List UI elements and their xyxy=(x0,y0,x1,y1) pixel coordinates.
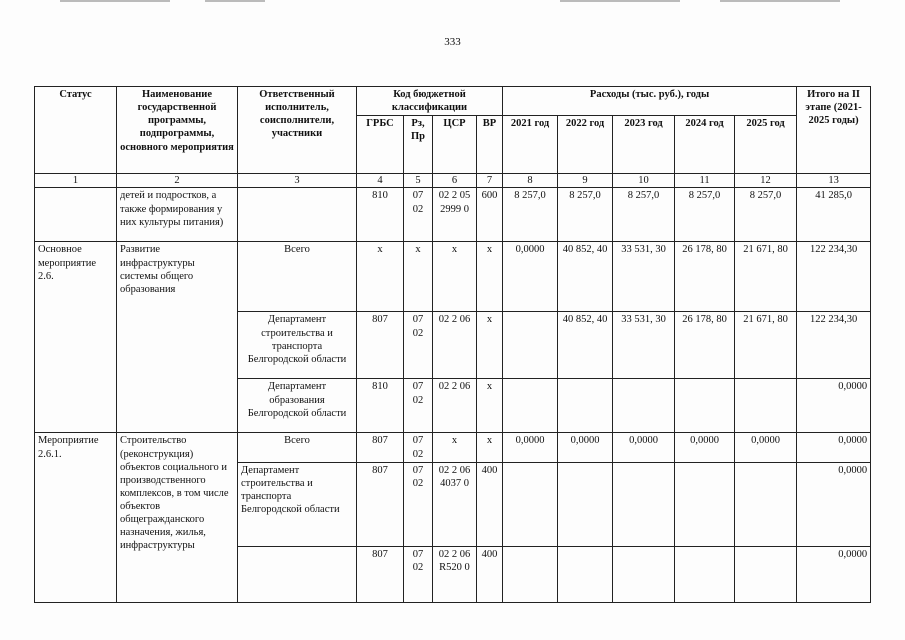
cell-2021 xyxy=(503,462,558,546)
col-num: 1 xyxy=(35,174,117,188)
cell-2025 xyxy=(735,379,797,433)
cell-2022 xyxy=(558,379,613,433)
cell-vr: 400 xyxy=(477,546,503,602)
header-2022: 2022 год xyxy=(558,116,613,174)
cell-csr: 02 2 06 xyxy=(433,379,477,433)
cell-responsible: Департамент строительства и транспорта Белгородской области xyxy=(238,312,357,379)
cell-csr: х xyxy=(433,242,477,312)
table-row xyxy=(35,188,871,242)
cell-2024: 26 178, 80 xyxy=(675,312,735,379)
header-2025: 2025 год xyxy=(735,116,797,174)
cell-csr: х xyxy=(433,433,477,462)
cell-status: Основное мероприятие 2.6. xyxy=(35,242,117,433)
cell-name: Строительство (реконструкция) объектов социального и производственного комплексов, в том числе объектов общегражданского назначения, жилья, инфраструктуры xyxy=(117,433,238,602)
cell-vr: х xyxy=(477,379,503,433)
header-responsible: Ответственный исполнитель, соисполнители, участники xyxy=(238,87,357,174)
cell-2021 xyxy=(503,379,558,433)
cell-2025: 21 671, 80 xyxy=(735,312,797,379)
col-num: 7 xyxy=(477,174,503,188)
cell-2023 xyxy=(613,546,675,602)
cell-2022 xyxy=(558,546,613,602)
cell-total: 41 285,0 xyxy=(797,188,871,242)
cell-rzpr: 07 02 xyxy=(404,379,433,433)
cell-csr: 02 2 06 4037 0 xyxy=(433,462,477,546)
cell-2023: 0,0000 xyxy=(613,433,675,462)
scan-edge-mark xyxy=(560,0,680,2)
header-name: Наименование государственной программы, подпрограммы, основного мероприятия xyxy=(117,87,238,174)
budget-table xyxy=(34,86,871,603)
cell-rzpr: 07 02 xyxy=(404,312,433,379)
cell-2022 xyxy=(558,462,613,546)
col-num: 6 xyxy=(433,174,477,188)
header-2021: 2021 год xyxy=(503,116,558,174)
cell-2024: 26 178, 80 xyxy=(675,242,735,312)
cell-grbs: 807 xyxy=(357,433,404,462)
page-number: 333 xyxy=(444,36,461,48)
header-2024: 2024 год xyxy=(675,116,735,174)
cell-responsible: Департамент строительства и транспорта Белгородской области xyxy=(238,462,357,546)
cell-2023 xyxy=(613,379,675,433)
cell-responsible: Всего xyxy=(238,433,357,462)
table-row xyxy=(35,242,871,312)
cell-rzpr: 07 02 xyxy=(404,433,433,462)
cell-status: Мероприятие 2.6.1. xyxy=(35,433,117,602)
cell-grbs: 807 xyxy=(357,312,404,379)
header-budget-code: Код бюджетной классификации xyxy=(357,87,503,116)
cell-2023: 33 531, 30 xyxy=(613,242,675,312)
cell-total: 122 234,30 xyxy=(797,312,871,379)
col-num: 11 xyxy=(675,174,735,188)
col-num: 3 xyxy=(238,174,357,188)
cell-2021 xyxy=(503,546,558,602)
cell-csr: 02 2 06 xyxy=(433,312,477,379)
cell-vr: 400 xyxy=(477,462,503,546)
cell-name: детей и подростков, а также формирования у них культуры питания) xyxy=(117,188,238,242)
cell-responsible: Департамент образования Белгородской области xyxy=(238,379,357,433)
cell-csr: 02 2 05 2999 0 xyxy=(433,188,477,242)
cell-rzpr: х xyxy=(404,242,433,312)
cell-grbs: 807 xyxy=(357,462,404,546)
col-num: 12 xyxy=(735,174,797,188)
cell-2025 xyxy=(735,462,797,546)
header-rzpr: Рз, Пр xyxy=(404,116,433,174)
cell-vr: х xyxy=(477,242,503,312)
cell-2025 xyxy=(735,546,797,602)
cell-2025: 0,0000 xyxy=(735,433,797,462)
cell-2024: 0,0000 xyxy=(675,433,735,462)
cell-responsible xyxy=(238,188,357,242)
cell-grbs: 810 xyxy=(357,188,404,242)
cell-rzpr: 07 02 xyxy=(404,188,433,242)
cell-total: 0,0000 xyxy=(797,379,871,433)
cell-2021: 0,0000 xyxy=(503,433,558,462)
header-2023: 2023 год xyxy=(613,116,675,174)
cell-name: Развитие инфраструктуры системы общего образования xyxy=(117,242,238,433)
scan-edge-mark xyxy=(720,0,840,2)
cell-grbs: х xyxy=(357,242,404,312)
header-csr: ЦСР xyxy=(433,116,477,174)
col-num: 5 xyxy=(404,174,433,188)
cell-csr: 02 2 06 R520 0 xyxy=(433,546,477,602)
header-total: Итого на II этапе (2021-2025 годы) xyxy=(797,87,871,174)
cell-total: 0,0000 xyxy=(797,433,871,462)
cell-grbs: 807 xyxy=(357,546,404,602)
cell-2024 xyxy=(675,462,735,546)
cell-rzpr: 07 02 xyxy=(404,546,433,602)
column-number-row xyxy=(35,174,871,188)
cell-2024 xyxy=(675,379,735,433)
cell-total: 0,0000 xyxy=(797,546,871,602)
cell-responsible: Всего xyxy=(238,242,357,312)
cell-2023 xyxy=(613,462,675,546)
cell-responsible xyxy=(238,546,357,602)
cell-vr: 600 xyxy=(477,188,503,242)
col-num: 2 xyxy=(117,174,238,188)
cell-rzpr: 07 02 xyxy=(404,462,433,546)
cell-2024: 8 257,0 xyxy=(675,188,735,242)
col-num: 10 xyxy=(613,174,675,188)
cell-2022: 8 257,0 xyxy=(558,188,613,242)
table-row xyxy=(35,433,871,462)
cell-2021: 8 257,0 xyxy=(503,188,558,242)
cell-2022: 40 852, 40 xyxy=(558,242,613,312)
cell-2022: 0,0000 xyxy=(558,433,613,462)
header-vr: ВР xyxy=(477,116,503,174)
cell-total: 0,0000 xyxy=(797,462,871,546)
cell-2025: 21 671, 80 xyxy=(735,242,797,312)
cell-2022: 40 852, 40 xyxy=(558,312,613,379)
cell-grbs: 810 xyxy=(357,379,404,433)
cell-2021 xyxy=(503,312,558,379)
header-status: Статус xyxy=(35,87,117,174)
col-num: 13 xyxy=(797,174,871,188)
scan-edge-mark xyxy=(205,0,265,2)
col-num: 8 xyxy=(503,174,558,188)
scan-edge-mark xyxy=(60,0,170,2)
cell-2023: 8 257,0 xyxy=(613,188,675,242)
cell-2023: 33 531, 30 xyxy=(613,312,675,379)
cell-total: 122 234,30 xyxy=(797,242,871,312)
col-num: 9 xyxy=(558,174,613,188)
header-expenses: Расходы (тыс. руб.), годы xyxy=(503,87,797,116)
cell-2021: 0,0000 xyxy=(503,242,558,312)
header-grbs: ГРБС xyxy=(357,116,404,174)
cell-vr: х xyxy=(477,433,503,462)
col-num: 4 xyxy=(357,174,404,188)
cell-vr: х xyxy=(477,312,503,379)
cell-2025: 8 257,0 xyxy=(735,188,797,242)
cell-status xyxy=(35,188,117,242)
cell-2024 xyxy=(675,546,735,602)
